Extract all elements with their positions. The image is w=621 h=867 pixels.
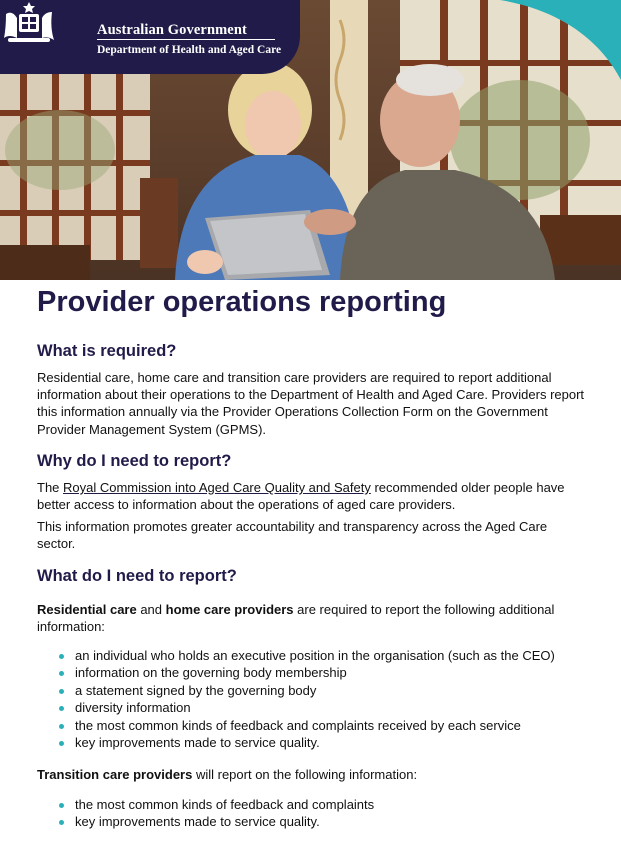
list-item: an individual who holds an executive position in the organisation (such as the CEO) xyxy=(57,647,555,664)
transition-intro xyxy=(37,766,587,783)
page-title: Provider operations reporting xyxy=(37,286,447,318)
what-intro xyxy=(37,601,587,635)
required-paragraph: Residential care, home care and transition care providers are required to report additional information about their operations to the Department of Health and Aged Care. Providers report this information annually via the Provider Operations Collection Form on the Government Provider Management System (GPMS). xyxy=(37,370,585,437)
transition-requirements-list xyxy=(57,796,374,831)
intro-rest: are required to report the following additional information: xyxy=(37,602,555,635)
hero-banner xyxy=(0,0,621,280)
heading-what-is-required: What is required? xyxy=(37,342,177,360)
list-item: key improvements made to service quality. xyxy=(57,813,374,830)
banner-divider xyxy=(97,39,275,40)
government-name: Australian Government xyxy=(97,22,247,38)
list-item: the most common kinds of feedback and complaints received by each service xyxy=(57,717,555,734)
royal-commission-link[interactable]: Royal Commission into Aged Care Quality and Safety xyxy=(63,480,371,495)
residential-care-bold: Residential care xyxy=(37,602,137,617)
why-paragraph-2: This information promotes greater accountability and transparency across the Aged Care sector. xyxy=(37,519,548,552)
transition-rest: will report on the following information: xyxy=(192,767,418,782)
list-item: information on the governing body membership xyxy=(57,664,555,681)
heading-what-to-report: What do I need to report? xyxy=(37,567,237,585)
heading-why-report: Why do I need to report? xyxy=(37,452,232,470)
list-item: the most common kinds of feedback and complaints xyxy=(57,796,374,813)
why-suffix: recommended older people have better access to information about the operations of aged care providers. xyxy=(37,480,565,513)
list-item: key improvements made to service quality. xyxy=(57,734,555,751)
residential-requirements-list xyxy=(57,647,555,751)
coat-of-arms-icon xyxy=(0,0,58,46)
home-care-bold: home care providers xyxy=(165,602,294,617)
why-paragraph-1 xyxy=(37,479,587,513)
list-item: diversity information xyxy=(57,699,555,716)
intro-and: and xyxy=(136,602,166,617)
list-item: a statement signed by the governing body xyxy=(57,682,555,699)
why-prefix: The xyxy=(37,480,64,495)
transition-care-bold: Transition care providers xyxy=(37,767,193,782)
government-banner xyxy=(0,0,300,74)
department-name: Department of Health and Aged Care xyxy=(97,44,282,56)
